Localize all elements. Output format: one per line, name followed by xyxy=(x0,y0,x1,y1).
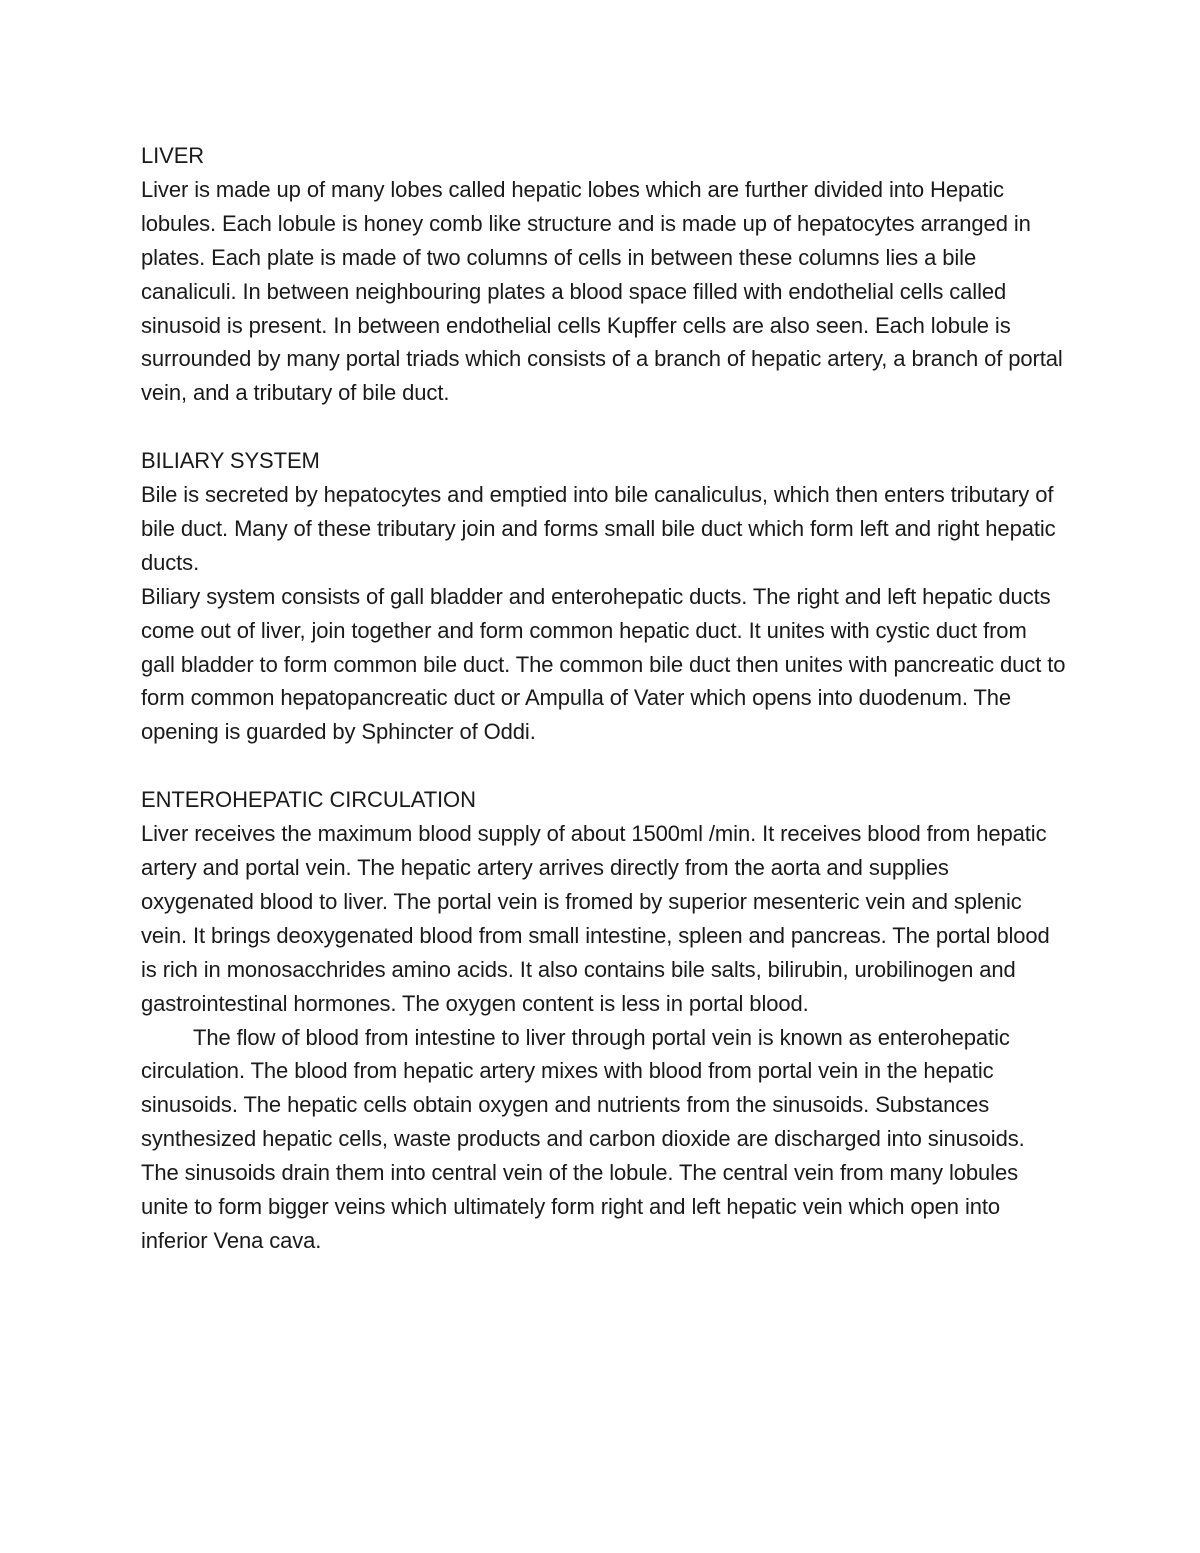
paragraph: The flow of blood from intestine to liver through portal vein is known as enterohepatic circulation. The blood from hepatic artery mixes with blood from portal vein in the hepatic sinusoids. The hepatic cells obtain oxygen and nutrients from the sinusoids. Substances synthesized hepatic cells, waste products and carbon dioxide are discharged into sinusoids. The sinusoids drain them into central vein of the lobule. The central vein from many lobules unite to form bigger veins which ultimately form right and left hepatic vein which open into inferior Vena cava. xyxy=(141,1024,1025,1253)
paragraph: Biliary system consists of gall bladder and enterohepatic ducts. The right and left hepatic ducts come out of liver, join together and form common hepatic duct. It unites with cystic duct from gall bladder to form common bile duct. The common bile duct then unites with pancreatic duct to form common hepatopancreatic duct or Ampulla of Vater which opens into duodenum. The opening is guarded by Sphincter of Oddi. xyxy=(141,583,1066,745)
section-heading: ENTEROHEPATIC CIRCULATION xyxy=(141,787,476,813)
paragraph: Bile is secreted by hepatocytes and emptied into bile canaliculus, which then enters tributary of bile duct. Many of these tributary join and forms small bile duct which form left and right hepatic ducts. xyxy=(141,482,1056,575)
section-biliary-system xyxy=(141,444,1066,749)
paragraph: Liver receives the maximum blood supply of about 1500ml /min. It receives blood from hepatic artery and portal vein. The hepatic artery arrives directly from the aorta and supplies oxygenated blood to liver. The portal vein is fromed by superior mesenteric vein and splenic vein. It brings deoxygenated blood from small intestine, spleen and pancreas. The portal blood is rich in monosacchrides amino acids. It also contains bile salts, bilirubin, urobilinogen and gastrointestinal hormones. The oxygen content is less in portal blood. xyxy=(141,821,1050,1016)
section-enterohepatic-circulation xyxy=(141,783,1066,1258)
section-heading: BILIARY SYSTEM xyxy=(141,448,320,474)
section-liver xyxy=(141,139,1066,410)
document-body xyxy=(141,139,1066,1292)
section-heading: LIVER xyxy=(141,143,205,168)
paragraph: Liver is made up of many lobes called hepatic lobes which are further divided into Hepatic lobules. Each lobule is honey comb like structure and is made up of hepatocytes arranged in plates. Each plate is made of two columns of cells in between these columns lies a bile canaliculi. In between neighbouring plates a blood space filled with endothelial cells called sinusoid is present. In between endothelial cells Kupffer cells are also seen. Each lobule is surrounded by many portal triads which consists of a branch of hepatic artery, a branch of portal vein, and a tributary of bile duct. xyxy=(141,176,1063,406)
